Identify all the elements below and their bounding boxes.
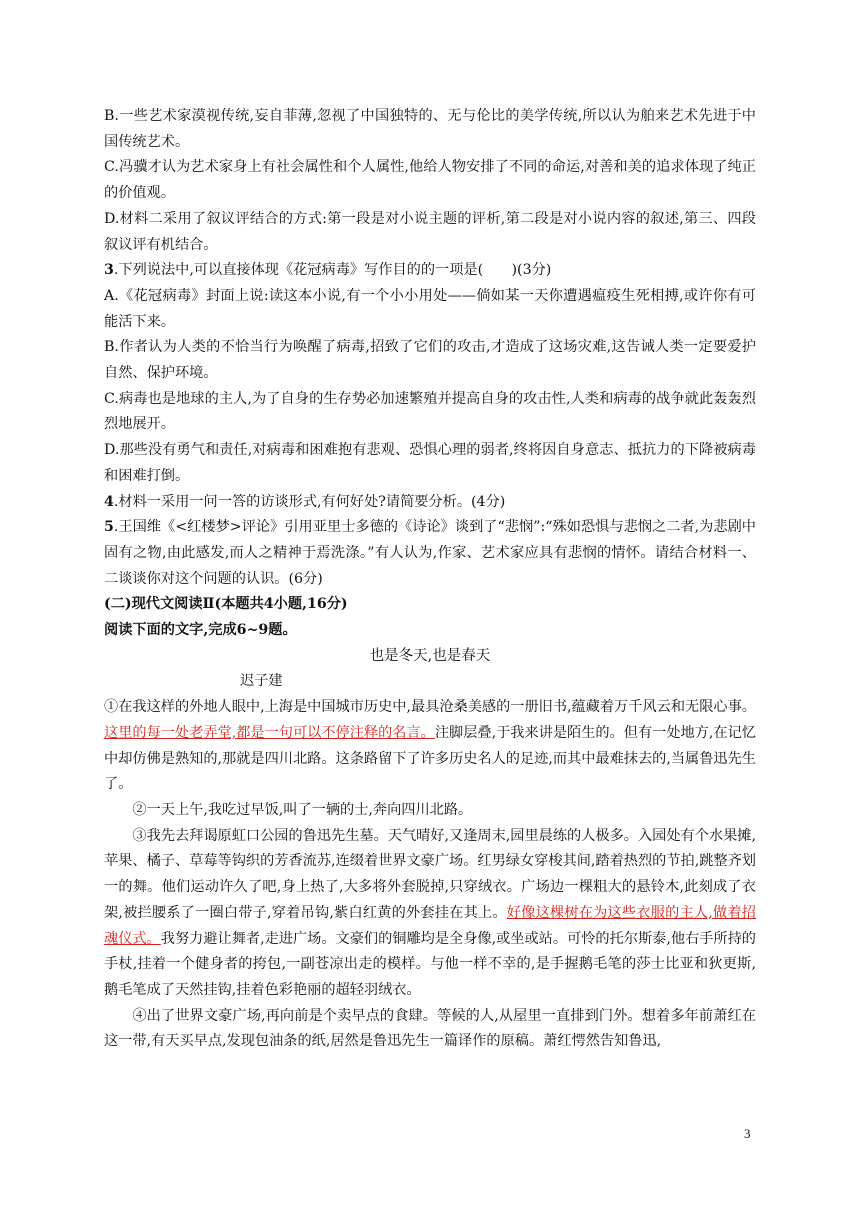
question-3-stem: .下列说法中,可以直接体现《花冠病毒》写作目的的一项是( )(3分) [113, 262, 552, 279]
option-2b: B.一些艺术家漠视传统,妄自菲薄,忽视了中国独特的、无与伦比的美学传统,所以认为舶来艺术先进于中国传统艺术。 [104, 108, 756, 150]
option-3d: D.那些没有勇气和责任,对病毒和困难抱有悲观、恐惧心理的弱者,终将因自身意志、抵抗力的下降被病毒和困难打倒。 [104, 442, 756, 484]
red-underlined-sentence: 这里的每一处老弄堂,都是一句可以不停注释的名言。 [104, 724, 435, 741]
question-5 [104, 515, 756, 592]
option-2d: D.材料二采用了叙议评结合的方式:第一段是对小说主题的评析,第二段是对小说内容的叙述,第三、四段叙议评有机结合。 [104, 210, 756, 253]
question-number: 5 [104, 519, 114, 536]
page-number: 3 [744, 1126, 751, 1141]
paragraph-text: ①在我这样的外地人眼中,上海是中国城市历史中,最具沧桑美感的一册旧书,蕴藏着万千风云和无限心事。 [104, 699, 756, 716]
option-3c: C.病毒也是地球的主人,为了自身的生存势必加速繁殖并提高自身的攻击性,人类和病毒的战争就此轰轰烈烈地展开。 [104, 390, 756, 433]
article-paragraph-4: ④出了世界文豪广场,再向前是个卖早点的食肆。等候的人,从屋里一直排到门外。想着多年前萧红在这一带,有天买早点,发现包油条的纸,居然是鲁迅先生一篇译作的原稿。萧红愕然告知鲁迅, [104, 1007, 756, 1050]
question-5-text: .王国维《<红楼梦>评论》引用亚里士多德的《诗论》谈到了“悲悯”:“殊如恐惧与悲悯之二者,为悲剧中固有之物,由此感发,而人之精神于焉洗涤。”有人认为,作家、艺术家应具有悲悯的情怀。请结合材料一、二谈谈你对这个问题的认识。(6分) [104, 519, 756, 587]
question-number: 3 [104, 262, 114, 279]
option-2c: C.冯骥才认为艺术家身上有社会属性和个人属性,他给人物安排了不同的命运,对善和美的追求体现了纯正的价值观。 [104, 159, 756, 202]
question-4 [104, 490, 756, 516]
article-paragraph-2: ②一天上午,我吃过早饭,叫了一辆的士,奔向四川北路。 [132, 801, 473, 818]
article-paragraph-1 [104, 695, 756, 798]
article-title: 也是冬天,也是春天 [369, 647, 491, 664]
article-author: 迟子建 [240, 673, 283, 690]
question-3 [104, 258, 756, 284]
paragraph-text: ③我先去拜谒原虹口公园的鲁迅先生墓。天气晴好,又逢周末,园里晨练的人极多。入园处有个水果摊,苹果、橘子、草莓等钩织的芳香流苏,连缀着世界文豪广场。红男绿女穿梭其间,踏着热烈的节拍,跳整齐划一的舞。他们运动许久了吧,身上热了,大多将外套脱掉,只穿绒衣。广场边一棵粗大的悬铃木,此刻成了衣架,被拦腰系了一圈白带子,穿着吊钩,紫白红黄的外套挂在其上。 [104, 827, 756, 921]
option-3b: B.作者认为人类的不恰当行为唤醒了病毒,招致了它们的攻击,才造成了这场灾难,这告诫人类一定要爱护自然、保护环境。 [104, 339, 756, 382]
question-4-text: .材料一采用一问一答的访谈形式,有何好处?请简要分析。(4分) [113, 493, 506, 510]
option-3a: A.《花冠病毒》封面上说:读这本小说,有一个小小用处——倘如某一天你遭遇瘟疫生死相搏,或许你有可能活下来。 [104, 287, 756, 330]
section-heading: (二)现代文阅读Ⅱ(本题共4小题,16分) [104, 596, 348, 613]
article-paragraph-3 [104, 824, 756, 1004]
section-instruction: 阅读下面的文字,完成6~9题。 [104, 622, 297, 639]
paragraph-text: 注脚层叠,于我来讲是陌生的。但有一处地方,在记忆中却仿佛是熟知的,那就是四川北路。这条路留下了许多历史名人的足迹,而其中最难抹去的,当属鲁迅先生了。 [104, 724, 756, 793]
question-number: 4 [104, 493, 114, 510]
red-underlined-sentence: 好像这棵树在为这些衣服的主人,做着招魂仪式。 [104, 904, 756, 947]
document-page [104, 104, 756, 1055]
paragraph-text: 我努力避让舞者,走进广场。文豪们的铜雕均是全身像,或坐或站。可怜的托尔斯泰,他右手所持的手杖,挂着一个健身者的挎包,一副苍凉出走的模样。与他一样不幸的,是手握鹅毛笔的莎士比亚和狄更斯,鹅毛笔成了天然挂钩,挂着色彩艳丽的超轻羽绒衣。 [104, 930, 756, 998]
